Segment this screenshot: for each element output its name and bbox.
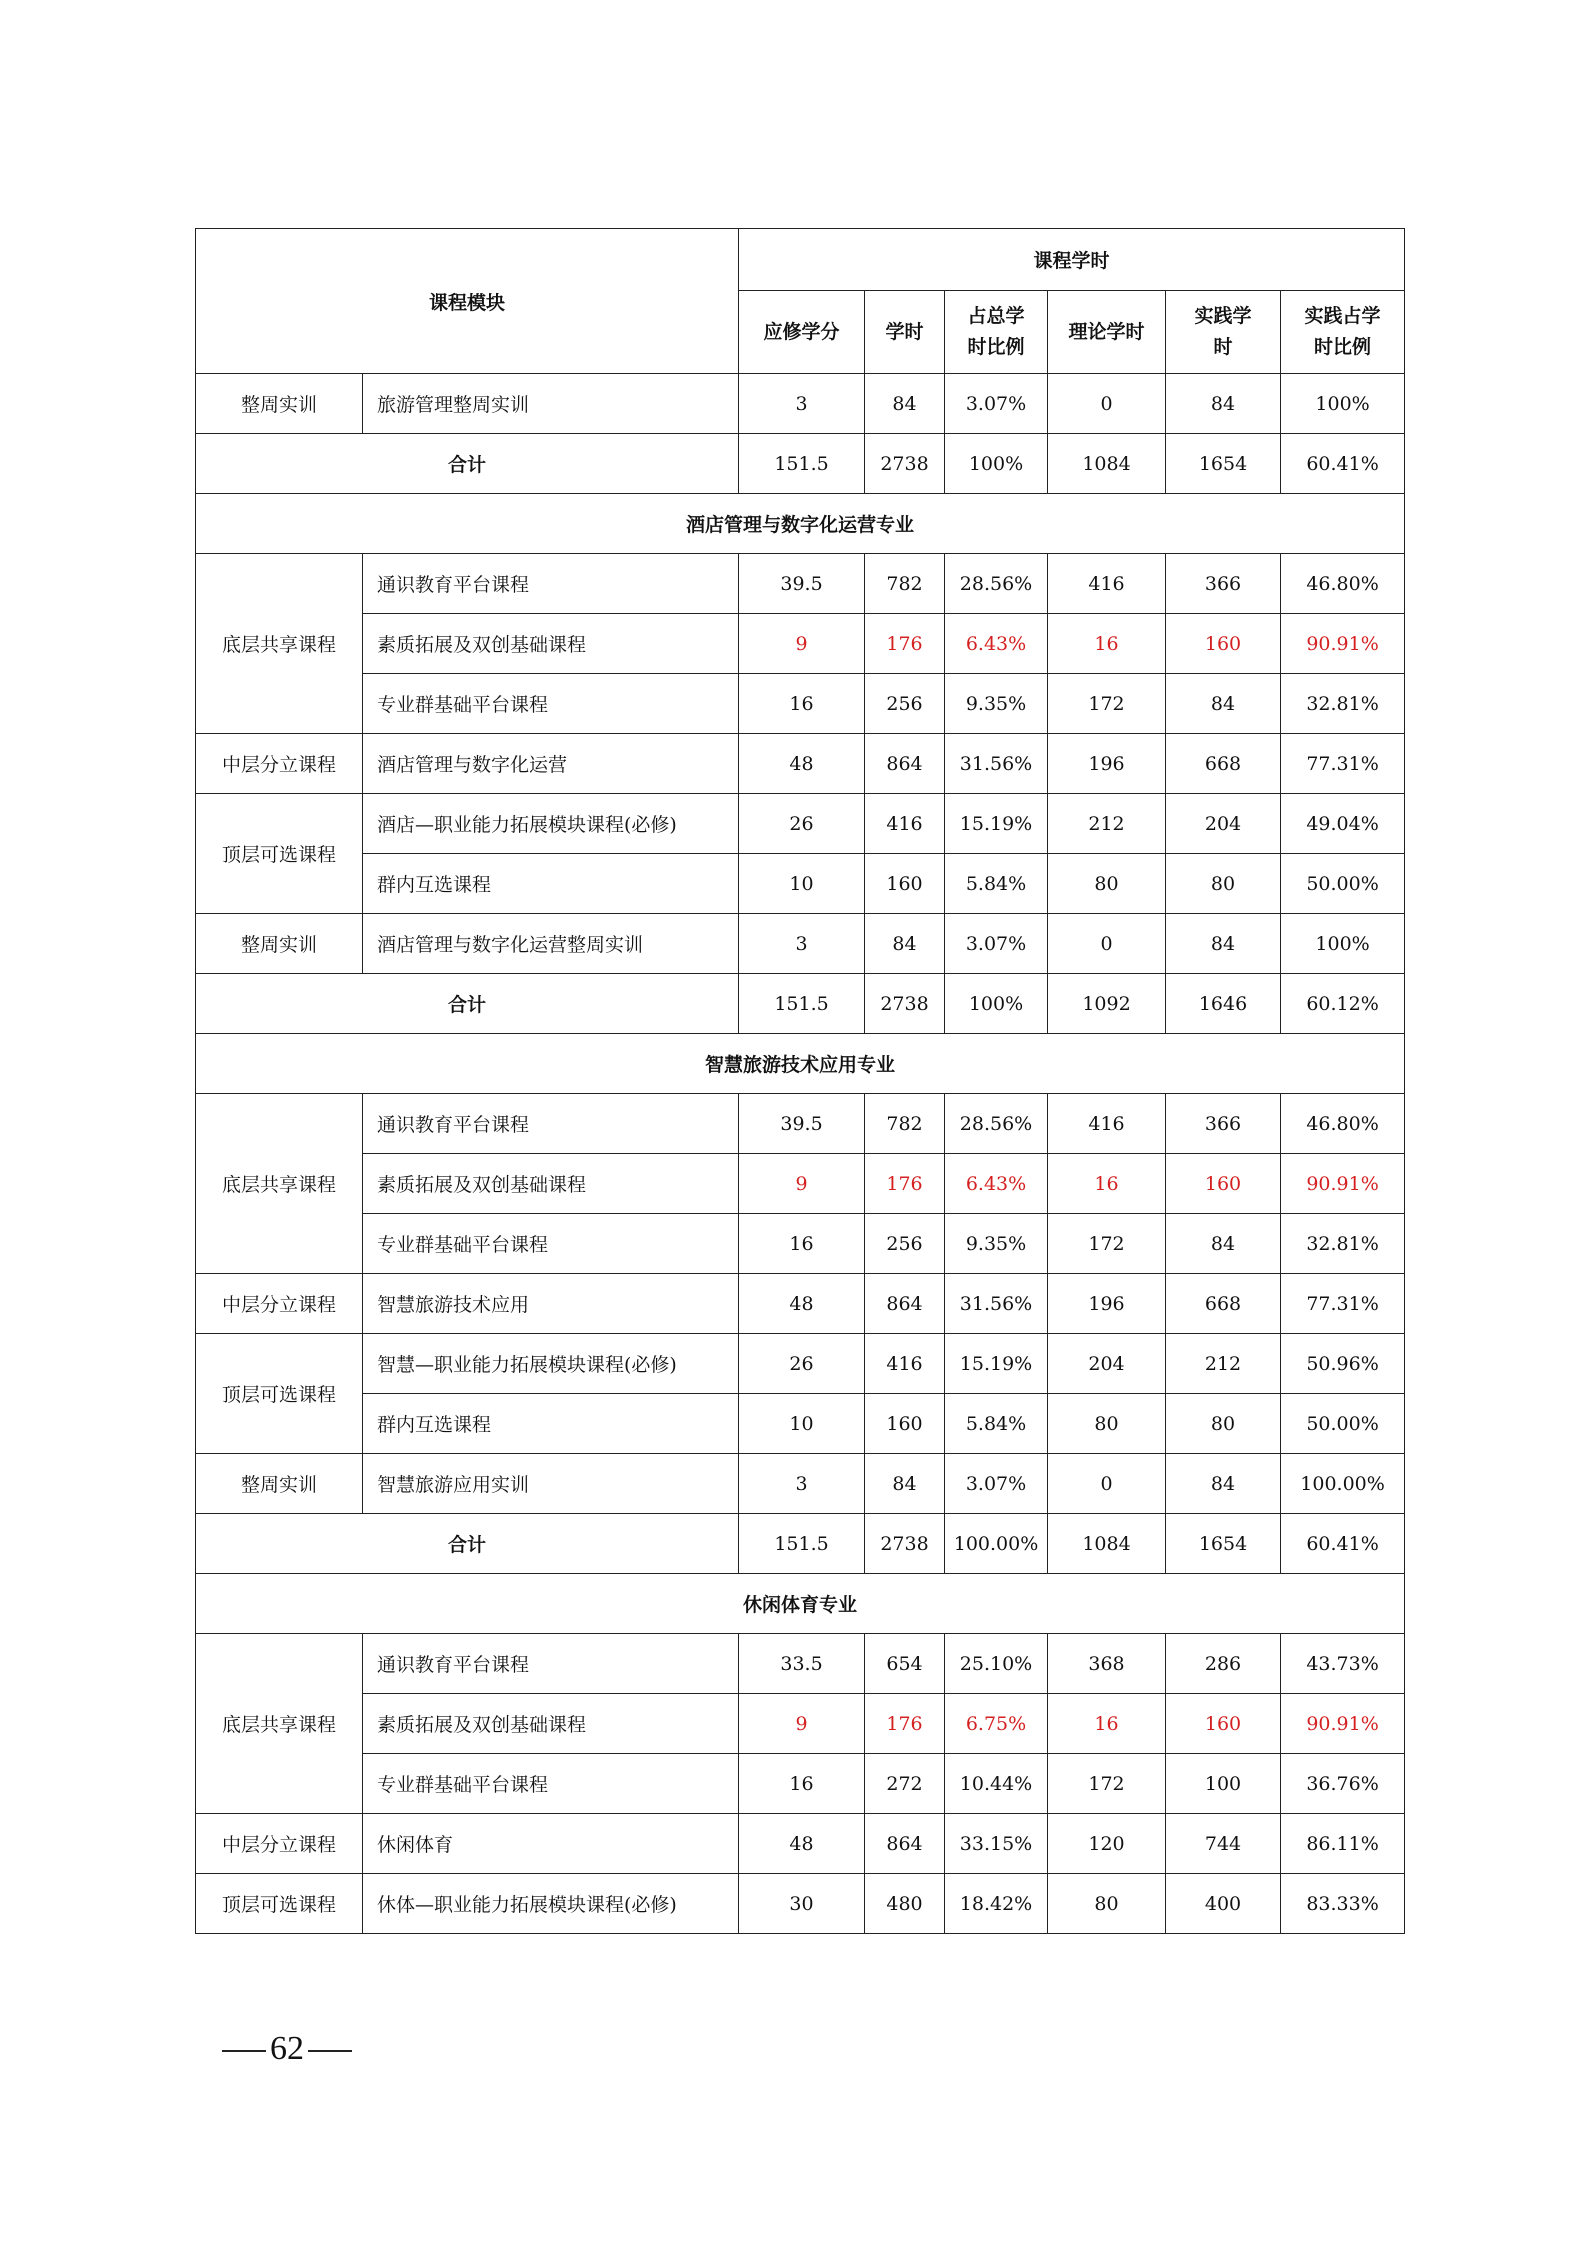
value-cell: 84 [1166,1454,1281,1514]
value-cell: 48 [739,1814,865,1874]
value-cell: 5.84% [945,854,1048,914]
value-cell: 256 [865,674,945,734]
category-cell: 整周实训 [196,914,363,974]
table-row [196,1454,1405,1514]
value-cell: 256 [865,1214,945,1274]
category-cell: 底层共享课程 [196,554,363,734]
total-label: 合计 [196,974,739,1034]
value-cell: 10 [739,1394,865,1454]
value-cell: 782 [865,554,945,614]
value-cell: 100% [1281,374,1405,434]
value-cell: 1084 [1048,434,1166,494]
course-name: 智慧—职业能力拓展模块课程(必修) [363,1334,739,1394]
value-cell: 668 [1166,1274,1281,1334]
table-row [196,794,1405,854]
value-cell: 31.56% [945,734,1048,794]
value-cell: 32.81% [1281,1214,1405,1274]
value-cell: 272 [865,1754,945,1814]
value-cell: 5.84% [945,1394,1048,1454]
value-cell: 151.5 [739,434,865,494]
table-row [196,1214,1405,1274]
value-cell: 60.12% [1281,974,1405,1034]
category-cell: 中层分立课程 [196,1814,363,1874]
value-cell: 172 [1048,1754,1166,1814]
table-row [196,1394,1405,1454]
value-cell: 84 [1166,674,1281,734]
dash-left [222,2050,266,2052]
value-cell: 151.5 [739,974,865,1034]
value-cell: 9 [739,1694,865,1754]
value-cell: 368 [1048,1634,1166,1694]
category-cell: 中层分立课程 [196,734,363,794]
course-name: 专业群基础平台课程 [363,674,739,734]
value-cell: 2738 [865,974,945,1034]
value-cell: 1654 [1166,434,1281,494]
value-cell: 84 [1166,914,1281,974]
value-cell: 176 [865,1694,945,1754]
category-cell: 顶层可选课程 [196,794,363,914]
value-cell: 6.43% [945,1154,1048,1214]
value-cell: 84 [1166,1214,1281,1274]
value-cell: 33.5 [739,1634,865,1694]
value-cell: 2738 [865,1514,945,1574]
value-cell: 3 [739,914,865,974]
value-cell: 864 [865,1814,945,1874]
table-row [196,674,1405,734]
value-cell: 151.5 [739,1514,865,1574]
course-name: 群内互选课程 [363,854,739,914]
course-name: 素质拓展及双创基础课程 [363,1154,739,1214]
value-cell: 3.07% [945,374,1048,434]
value-cell: 100% [945,974,1048,1034]
header-module: 课程模块 [196,229,739,374]
value-cell: 100% [1281,914,1405,974]
value-cell: 32.81% [1281,674,1405,734]
value-cell: 196 [1048,734,1166,794]
value-cell: 83.33% [1281,1874,1405,1934]
value-cell: 10.44% [945,1754,1048,1814]
value-cell: 480 [865,1874,945,1934]
value-cell: 16 [1048,1154,1166,1214]
value-cell: 212 [1166,1334,1281,1394]
value-cell: 1654 [1166,1514,1281,1574]
value-cell: 100% [945,434,1048,494]
value-cell: 80 [1166,854,1281,914]
value-cell: 18.42% [945,1874,1048,1934]
course-name: 旅游管理整周实训 [363,374,739,434]
value-cell: 1646 [1166,974,1281,1034]
total-label: 合计 [196,1514,739,1574]
value-cell: 60.41% [1281,1514,1405,1574]
value-cell: 15.19% [945,1334,1048,1394]
value-cell: 6.43% [945,614,1048,674]
category-cell: 整周实训 [196,374,363,434]
table-row [196,374,1405,434]
value-cell: 10 [739,854,865,914]
column-header: 学时 [865,291,945,374]
value-cell: 416 [865,1334,945,1394]
value-cell: 16 [739,1754,865,1814]
value-cell: 0 [1048,1454,1166,1514]
value-cell: 204 [1048,1334,1166,1394]
course-name: 专业群基础平台课程 [363,1754,739,1814]
value-cell: 6.75% [945,1694,1048,1754]
table-row [196,1334,1405,1394]
value-cell: 16 [1048,1694,1166,1754]
value-cell: 0 [1048,914,1166,974]
value-cell: 286 [1166,1634,1281,1694]
value-cell: 3.07% [945,914,1048,974]
value-cell: 9.35% [945,674,1048,734]
page-number-text: 62 [270,2030,304,2067]
value-cell: 50.00% [1281,854,1405,914]
value-cell: 16 [739,674,865,734]
category-cell: 顶层可选课程 [196,1334,363,1454]
value-cell: 668 [1166,734,1281,794]
value-cell: 77.31% [1281,734,1405,794]
course-name: 酒店管理与数字化运营 [363,734,739,794]
header-hours-group: 课程学时 [739,229,1405,291]
table-row [196,614,1405,674]
table-row [196,1874,1405,1934]
value-cell: 864 [865,734,945,794]
value-cell: 782 [865,1094,945,1154]
value-cell: 39.5 [739,554,865,614]
value-cell: 31.56% [945,1274,1048,1334]
column-header: 实践占学 时比例 [1281,291,1405,374]
value-cell: 39.5 [739,1094,865,1154]
value-cell: 46.80% [1281,1094,1405,1154]
value-cell: 654 [865,1634,945,1694]
value-cell: 160 [865,854,945,914]
value-cell: 16 [1048,614,1166,674]
table-row [196,1154,1405,1214]
value-cell: 176 [865,1154,945,1214]
value-cell: 196 [1048,1274,1166,1334]
value-cell: 16 [739,1214,865,1274]
value-cell: 366 [1166,554,1281,614]
value-cell: 416 [1048,554,1166,614]
column-header: 占总学 时比例 [945,291,1048,374]
table-row [196,1754,1405,1814]
column-header: 应修学分 [739,291,865,374]
value-cell: 3 [739,1454,865,1514]
value-cell: 416 [1048,1094,1166,1154]
value-cell: 172 [1048,674,1166,734]
category-cell: 底层共享课程 [196,1634,363,1814]
value-cell: 120 [1048,1814,1166,1874]
table-row [196,854,1405,914]
value-cell: 28.56% [945,554,1048,614]
value-cell: 50.00% [1281,1394,1405,1454]
value-cell: 160 [865,1394,945,1454]
value-cell: 204 [1166,794,1281,854]
value-cell: 100.00% [1281,1454,1405,1514]
value-cell: 80 [1048,1394,1166,1454]
table-row [196,1634,1405,1694]
course-name: 通识教育平台课程 [363,1634,739,1694]
category-cell: 顶层可选课程 [196,1874,363,1934]
course-name: 酒店管理与数字化运营整周实训 [363,914,739,974]
value-cell: 77.31% [1281,1274,1405,1334]
value-cell: 9 [739,614,865,674]
category-cell: 底层共享课程 [196,1094,363,1274]
value-cell: 744 [1166,1814,1281,1874]
value-cell: 176 [865,614,945,674]
value-cell: 100 [1166,1754,1281,1814]
value-cell: 1092 [1048,974,1166,1034]
dash-right [308,2050,352,2052]
value-cell: 9 [739,1154,865,1214]
table-row [196,434,1405,494]
table-row [196,1814,1405,1874]
value-cell: 160 [1166,614,1281,674]
value-cell: 84 [1166,374,1281,434]
course-name: 群内互选课程 [363,1394,739,1454]
course-name: 通识教育平台课程 [363,554,739,614]
value-cell: 25.10% [945,1634,1048,1694]
value-cell: 26 [739,1334,865,1394]
value-cell: 33.15% [945,1814,1048,1874]
course-name: 智慧旅游技术应用 [363,1274,739,1334]
value-cell: 60.41% [1281,434,1405,494]
section-title: 休闲体育专业 [196,1574,1405,1634]
table-row [196,1574,1405,1634]
value-cell: 90.91% [1281,1154,1405,1214]
value-cell: 0 [1048,374,1166,434]
value-cell: 2738 [865,434,945,494]
value-cell: 80 [1166,1394,1281,1454]
course-name: 通识教育平台课程 [363,1094,739,1154]
value-cell: 3.07% [945,1454,1048,1514]
column-header: 理论学时 [1048,291,1166,374]
value-cell: 80 [1048,1874,1166,1934]
table-row [196,1694,1405,1754]
course-name: 休闲体育 [363,1814,739,1874]
table-row [196,1094,1405,1154]
value-cell: 49.04% [1281,794,1405,854]
total-label: 合计 [196,434,739,494]
table-row [196,1034,1405,1094]
value-cell: 36.76% [1281,1754,1405,1814]
value-cell: 43.73% [1281,1634,1405,1694]
course-name: 休体—职业能力拓展模块课程(必修) [363,1874,739,1934]
value-cell: 90.91% [1281,614,1405,674]
value-cell: 48 [739,734,865,794]
category-cell: 中层分立课程 [196,1274,363,1334]
value-cell: 46.80% [1281,554,1405,614]
value-cell: 864 [865,1274,945,1334]
value-cell: 86.11% [1281,1814,1405,1874]
value-cell: 80 [1048,854,1166,914]
page-number [218,2030,356,2068]
value-cell: 160 [1166,1154,1281,1214]
value-cell: 212 [1048,794,1166,854]
section-title: 酒店管理与数字化运营专业 [196,494,1405,554]
table-row [196,974,1405,1034]
value-cell: 172 [1048,1214,1166,1274]
value-cell: 9.35% [945,1214,1048,1274]
value-cell: 100.00% [945,1514,1048,1574]
table-row [196,734,1405,794]
table-row [196,554,1405,614]
section-title: 智慧旅游技术应用专业 [196,1034,1405,1094]
value-cell: 84 [865,1454,945,1514]
value-cell: 84 [865,374,945,434]
course-name: 酒店—职业能力拓展模块课程(必修) [363,794,739,854]
course-name: 素质拓展及双创基础课程 [363,1694,739,1754]
table-row [196,914,1405,974]
value-cell: 366 [1166,1094,1281,1154]
value-cell: 84 [865,914,945,974]
table-row [196,229,1405,291]
column-header: 实践学 时 [1166,291,1281,374]
value-cell: 15.19% [945,794,1048,854]
value-cell: 416 [865,794,945,854]
table-row [196,1274,1405,1334]
value-cell: 28.56% [945,1094,1048,1154]
category-cell: 整周实训 [196,1454,363,1514]
course-name: 智慧旅游应用实训 [363,1454,739,1514]
table-row [196,494,1405,554]
value-cell: 3 [739,374,865,434]
value-cell: 50.96% [1281,1334,1405,1394]
value-cell: 48 [739,1274,865,1334]
value-cell: 400 [1166,1874,1281,1934]
value-cell: 1084 [1048,1514,1166,1574]
value-cell: 30 [739,1874,865,1934]
course-name: 素质拓展及双创基础课程 [363,614,739,674]
course-hours-table [195,228,1405,1934]
value-cell: 26 [739,794,865,854]
course-name: 专业群基础平台课程 [363,1214,739,1274]
table-row [196,1514,1405,1574]
value-cell: 90.91% [1281,1694,1405,1754]
value-cell: 160 [1166,1694,1281,1754]
